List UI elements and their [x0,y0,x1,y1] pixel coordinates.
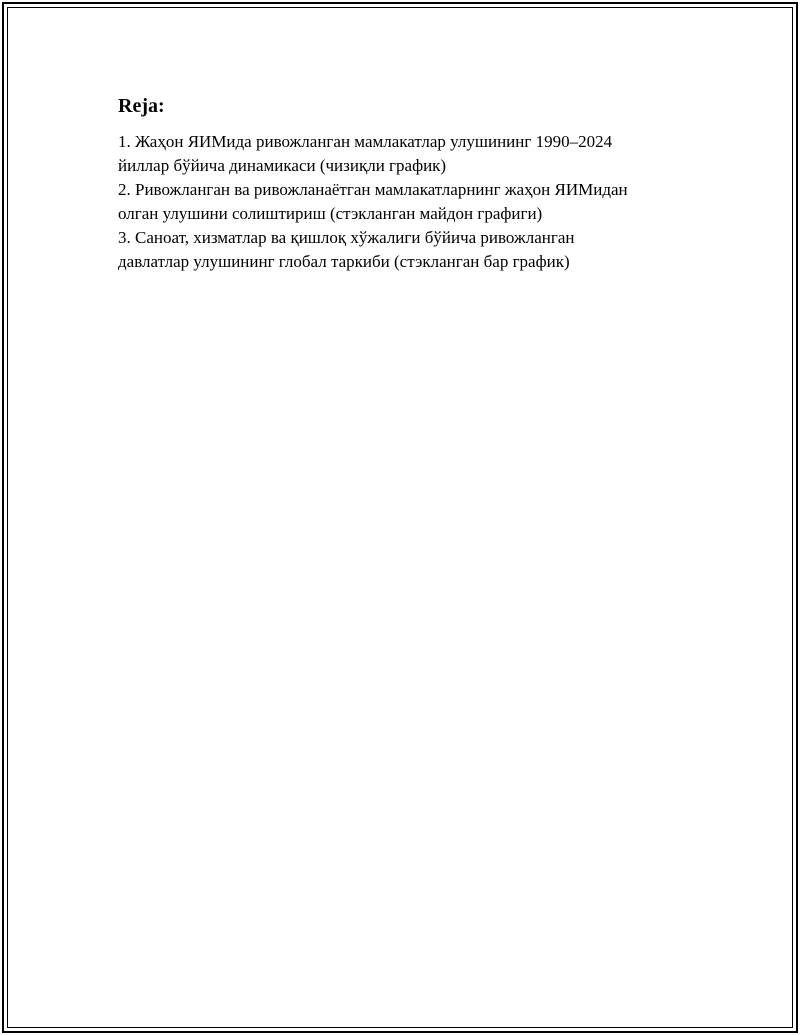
plan-item-1-line-2: йиллар бўйича динамикаси (чизиқли график) [118,156,447,175]
plan-list [118,130,718,274]
plan-heading: Reja: [118,95,165,117]
plan-item-3 [118,226,718,274]
plan-item-1 [118,130,718,178]
document-content [118,92,718,274]
plan-item-2-line-2: олган улушини солиштириш (стэкланган майдон графиги) [118,204,543,223]
plan-item-2-line-1: 2. Ривожланган ва ривожланаётган мамлакатларнинг жаҳон ЯИМидан [118,180,628,199]
plan-item-2 [118,178,718,226]
plan-item-3-line-2: давлатлар улушининг глобал таркиби (стэкланган бар график) [118,252,570,271]
plan-item-1-line-1: 1. Жаҳон ЯИМида ривожланган мамлакатлар улушининг 1990–2024 [118,132,613,151]
plan-item-3-line-1: 3. Саноат, хизматлар ва қишлоқ хўжалиги бўйича ривожланган [118,228,575,247]
